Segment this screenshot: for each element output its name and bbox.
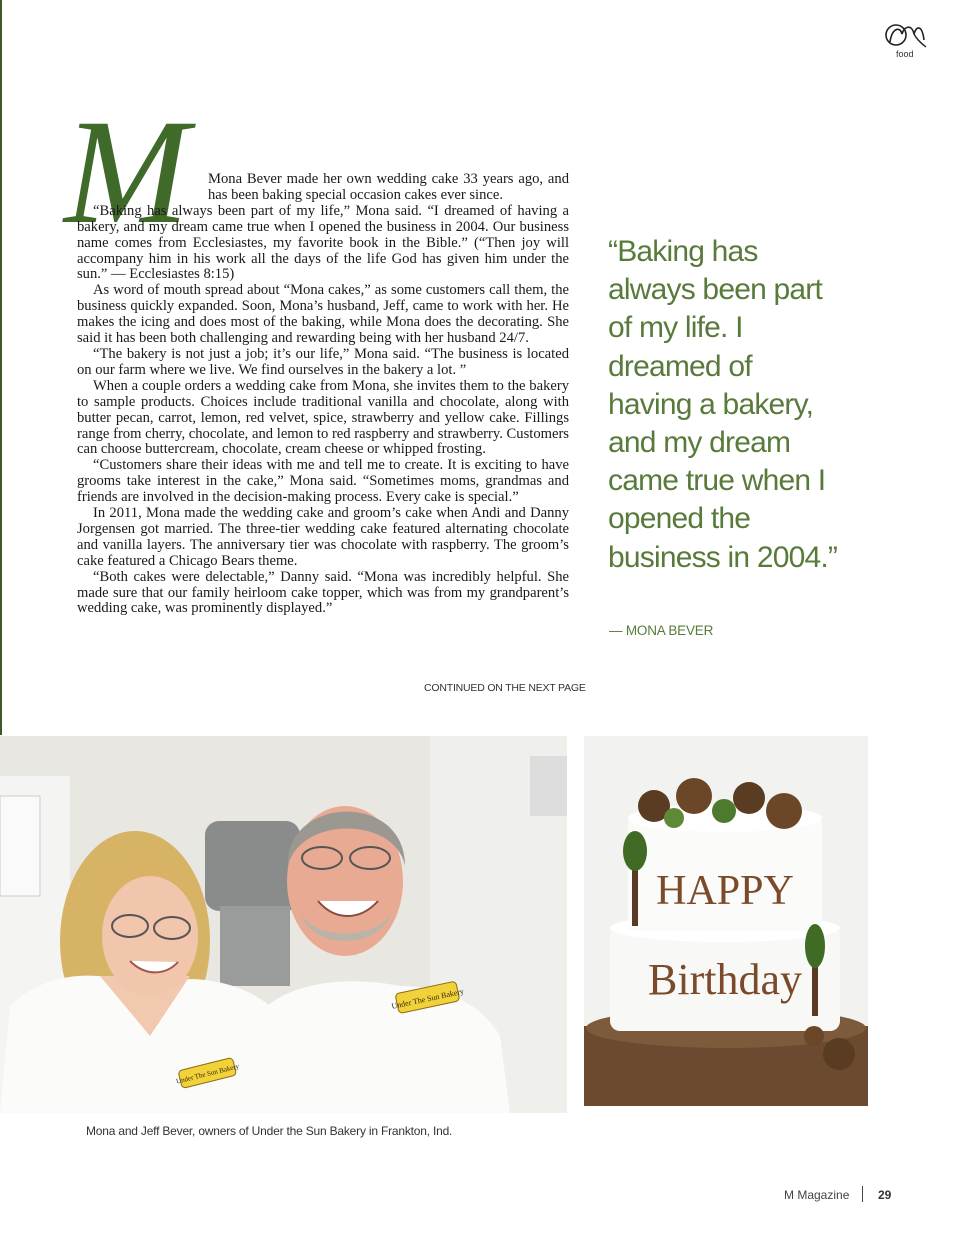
pull-quote: “Baking has always been part of my life. I dreamed of having a bakery, and my dream came true when I opened the business in 2004.” <box>608 235 838 574</box>
photo-caption: Mona and Jeff Bever, owners of Under the Sun Bakery in Frankton, Ind. <box>86 1124 453 1138</box>
shirt-logo-mona: Under The Sun Bakery <box>175 1062 240 1086</box>
photo-mona-and-jeff <box>0 736 567 1113</box>
couple-photo-illustration <box>0 736 567 1113</box>
cake-text-birthday: Birthday <box>648 955 802 1004</box>
magazine-m-logo-icon <box>884 20 928 50</box>
article-paragraph-1: Mona Bever made her own wedding cake 33 years ago, and has been baking special occasion cakes ever since. <box>208 171 569 203</box>
drop-cap-letter: M <box>64 118 189 238</box>
footer-page-number: 29 <box>878 1188 892 1202</box>
section-label: food <box>896 49 914 59</box>
article-paragraph-8: “Both cakes were delectable,” Danny said. “Mona was incredibly helpful. She made sure that our family heirloom cake topper, which was from my grandparent’s wedding cake, was prominently displayed.” <box>77 568 569 617</box>
cake-photo-illustration <box>584 736 868 1106</box>
article-paragraph-4: “The bakery is not just a job; it’s our life,” Mona said. “The business is located on our farm where we live. We find ourselves in the bakery a lot. ” <box>77 345 569 378</box>
footer-magazine-name: M Magazine <box>784 1188 850 1202</box>
article-paragraph-5: When a couple orders a wedding cake from Mona, she invites them to the bakery to sample products. Choices include traditional vanilla and chocolate, along with butter pecan, carrot, lemon, red velvet, spice, strawberry and yellow cake. Fillings range from cherry, chocolate, and lemon to red raspberry and strawberry. Customers can choose buttercream, chocolate, cream cheese or whipped frosting. <box>77 377 569 458</box>
footer-separator <box>862 1186 863 1202</box>
cake-text-happy: HAPPY <box>656 868 794 914</box>
photo-birthday-cake <box>584 736 868 1106</box>
article-paragraph-3: As word of mouth spread about “Mona cakes,” as some customers call them, the business quickly expanded. Soon, Mona’s husband, Jeff, came to work with her. He makes the icing and does most of the baking, while Mona does the decorating. She said it has been both challenging and rewarding being with her husband 24/7. <box>77 282 569 347</box>
article-paragraph-6: “Customers share their ideas with me and tell me to create. It is exciting to have grooms take interest in the cake,” Mona said. “Sometimes moms, grandmas and friends are involved in the decision-making process. Every cake is special.” <box>77 457 569 506</box>
article-paragraph-2: “Baking has always been part of my life,” Mona said. “I dreamed of having a bakery, and my dream came true when I opened the business in 2004. Our business name comes from Ecclesiastes, my favorite book in the Bible.” (“Then joy will accompany him in his work all the days of the life God has given him under the sun.” — Ecclesiastes 8:15) <box>77 202 569 283</box>
continued-notice: CONTINUED ON THE NEXT PAGE <box>424 682 586 694</box>
pull-quote-attribution: — MONA BEVER <box>609 623 714 638</box>
article-body <box>77 172 569 617</box>
shirt-logo-jeff: Under The Sun Bakery <box>390 986 465 1011</box>
page-edge-rule <box>0 0 2 735</box>
article-paragraph-7: In 2011, Mona made the wedding cake and groom’s cake when Andi and Danny Jorgensen got married. The three-tier wedding cake featured alternating chocolate and vanilla layers. The anniversary tier was chocolate with raspberry. The groom’s cake featured a Chicago Bears theme. <box>77 505 569 569</box>
